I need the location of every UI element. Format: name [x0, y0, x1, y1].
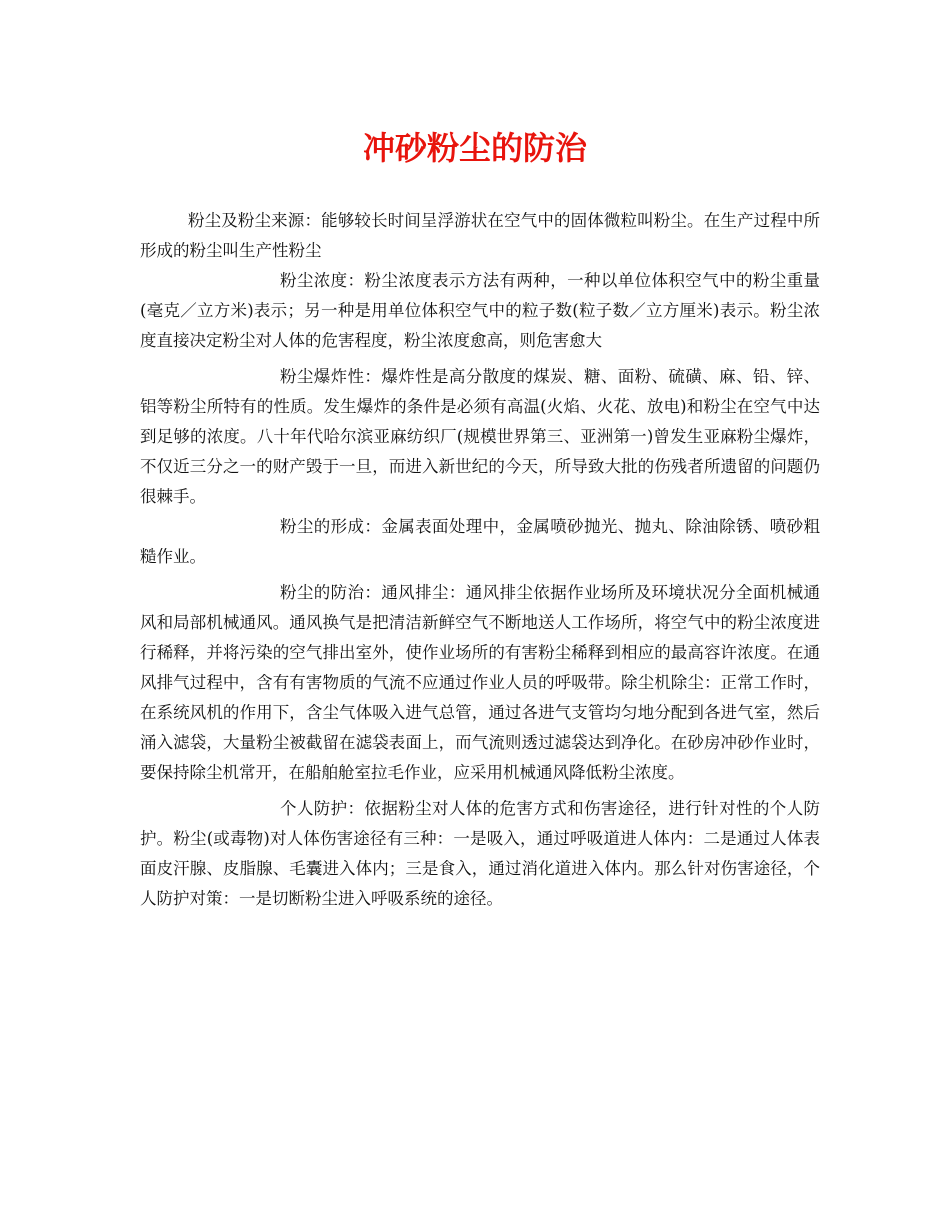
- paragraph-dust-source: 粉尘及粉尘来源：能够较长时间呈浮游状在空气中的固体微粒叫粉尘。在生产过程中所形成的粉尘叫生产性粉尘: [140, 211, 820, 260]
- paragraph-dust-formation: 粉尘的形成：金属表面处理中，金属喷砂抛光、抛丸、除油除锈、喷砂粗糙作业。: [140, 517, 820, 566]
- paragraph-dust-explosiveness: 粉尘爆炸性：爆炸性是高分散度的煤炭、糖、面粉、硫磺、麻、铅、锌、铝等粉尘所特有的性质。发生爆炸的条件是必须有高温(火焰、火花、放电)和粉尘在空气中达到足够的浓度。八十年代哈尔滨亚麻纺织厂(规模世界第三、亚洲第一)曾发生亚麻粉尘爆炸，不仅近三分之一的财产毁于一旦，而进入新世纪的今天，所导致大批的伤残者所遗留的问题仍很棘手。: [140, 367, 820, 506]
- document-body: [140, 206, 820, 914]
- paragraph-personal-protection: 个人防护：依据粉尘对人体的危害方式和伤害途径，进行针对性的个人防护。粉尘(或毒物)对人体伤害途径有三种：一是吸入，通过呼吸道进人体内：二是通过人体表面皮汗腺、皮脂腺、毛囊进入体内；三是食入，通过消化道进入体内。那么针对伤害途径，个人防护对策：一是切断粉尘进入呼吸系统的途径。: [140, 799, 820, 908]
- document-title: 冲砂粉尘的防治: [362, 129, 587, 167]
- paragraph-dust-prevention: 粉尘的防治：通风排尘：通风排尘依据作业场所及环境状况分全面机械通风和局部机械通风。通风换气是把清洁新鲜空气不断地送人工作场所，将空气中的粉尘浓度进行稀释，并将污染的空气排出室外，使作业场所的有害粉尘稀释到相应的最高容许浓度。在通风排气过程中，含有有害物质的气流不应通过作业人员的呼吸带。除尘机除尘：正常工作时，在系统风机的作用下，含尘气体吸入进气总管，通过各进气支管均匀地分配到各进气室，然后涌入滤袋，大量粉尘被截留在滤袋表面上，而气流则透过滤袋达到净化。在砂房冲砂作业时，要保持除尘机常开，在船舶舱室拉毛作业，应采用机械通风降低粉尘浓度。: [140, 583, 820, 782]
- paragraph-dust-concentration: 粉尘浓度：粉尘浓度表示方法有两种，一种以单位体积空气中的粉尘重量(毫克／立方米)表示；另一种是用单位体积空气中的粒子数(粒子数／立方厘米)表示。粉尘浓度直接决定粉尘对人体的危害程度，粉尘浓度愈高，则危害愈大: [140, 271, 820, 350]
